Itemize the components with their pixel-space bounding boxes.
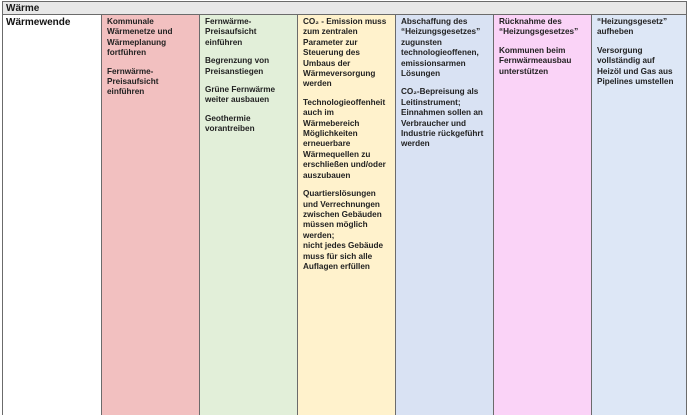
party-cell-4	[395, 15, 493, 415]
cell-paragraph: Geothermie vorantreiben	[205, 113, 255, 134]
cell-paragraph: Grüne Fernwärme weiter ausbauen	[205, 85, 276, 105]
cell-paragraph: CO₂ - Emission muss zum zentralen Parameter zur Steuerung des Umbaus der Wärmeversorgung werden	[303, 17, 387, 89]
cell-paragraph: “Heizungsgesetz” aufheben	[597, 17, 668, 37]
party-cell-6	[591, 15, 686, 415]
party-cell-1	[101, 15, 199, 415]
cell-paragraph: Rücknahme des “Heizungsgesetzes”	[499, 17, 579, 37]
cell-paragraph: CO₂-Bepreisung als Leitinstrument; Einnahmen sollen an Verbraucher und Industrie rückgeführt werden	[401, 87, 484, 149]
row-label: Wärmewende	[6, 17, 71, 28]
cell-paragraph: Begrenzung von Preisanstiegen	[205, 56, 270, 76]
cell-paragraph: Kommunen beim Fernwärmeausbau unterstützen	[499, 45, 572, 76]
cell-paragraph: Versorgung vollständig auf Heizöl und Gas aus Pipelines umstellen	[597, 45, 674, 87]
cell-paragraph: Technologieoffenheit auch im Wärmebereich Möglichkeiten erneuerbare Wärmequellen zu erschließen und/oder auszubauen	[303, 97, 386, 180]
policy-table	[2, 1, 687, 415]
cell-paragraph: Fernwärme-Preisaufsicht einführen	[107, 66, 159, 97]
party-cell-2	[199, 15, 297, 415]
cell-paragraph: Kommunale Wärmenetze und Wärmeplanung fortführen	[107, 17, 173, 58]
cell-paragraph: Fernwärme-Preisaufsicht einführen	[205, 17, 257, 47]
cell-paragraph: Quartierslösungen und Verrechnungen zwischen Gebäuden müssen möglich werden; nicht jedes Gebäude muss für sich alle Auflagen erfüllen	[303, 189, 384, 271]
table-header: Wärme	[3, 2, 686, 15]
party-cell-3	[297, 15, 395, 415]
cell-paragraph: Abschaffung des “Heizungsgesetzes” zugunsten technologieoffenen, emissionsarmen Lösungen	[401, 17, 481, 79]
party-cell-5	[493, 15, 591, 415]
row-label-cell	[3, 15, 101, 415]
